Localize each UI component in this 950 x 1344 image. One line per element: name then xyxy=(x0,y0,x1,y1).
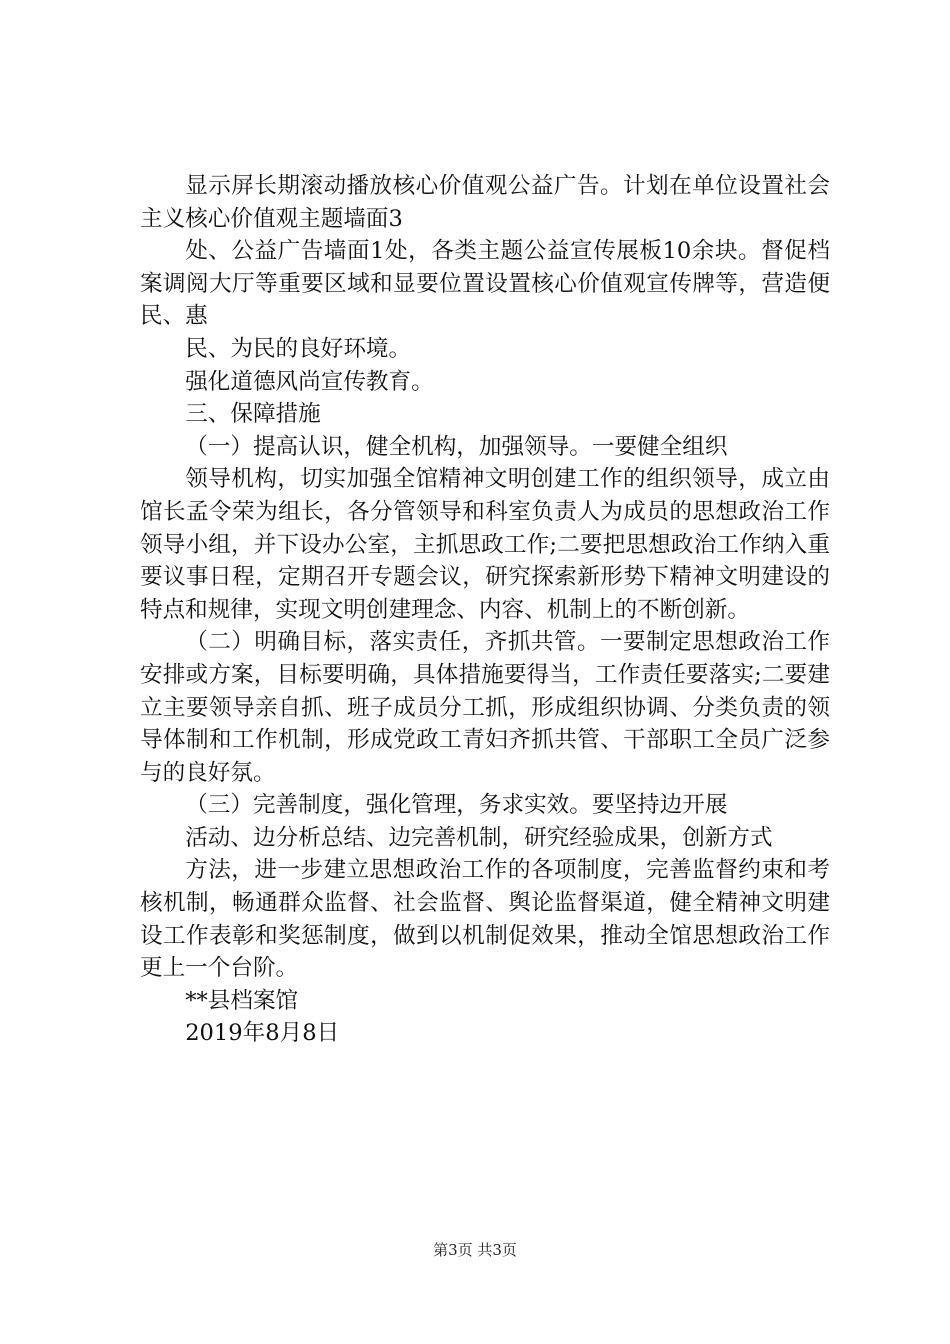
subsection-heading: （一）提高认识，健全机构，加强领导。一要健全组织 xyxy=(185,433,728,460)
subsection-heading: （三）完善制度，强化管理，务求实效。要坚持边开展 xyxy=(185,792,728,819)
paragraph: 显示屏长期滚动播放核心价值观公益广告。计划在单位设置社会主义核心价值观主题墙面3 xyxy=(140,173,830,232)
paragraph: 领导机构，切实加强全馆精神文明创建工作的组织领导，成立由馆长孟令荣为组长，各分管领导和科室负责人为成员的思想政治工作领导小组，并下设办公室，主抓思政工作;二要把思想政治工作纳入重要议事日程，定期召开专题会议，研究探索新形势下精神文明建设的特点和规律，实现文明创建理念、内容、机制上的不断创新。 xyxy=(140,466,830,623)
section-heading: 三、保障措施 xyxy=(185,401,321,428)
paragraph: 方法，进一步建立思想政治工作的各项制度，完善监督约束和考核机制，畅通群众监督、社会监督、舆论监督渠道，健全精神文明建设工作表彰和奖惩制度，做到以机制促效果，推动全馆思想政治工作更上一个台阶。 xyxy=(140,857,830,982)
paragraph: 处、公益广告墙面1处，各类主题公益宣传展板10余块。督促档案调阅大厅等重要区域和显要位置设置核心价值观宣传牌等，营造便民、惠 xyxy=(140,238,830,330)
document-body xyxy=(140,170,830,1050)
signature-date: 2019年8月8日 xyxy=(185,1020,340,1047)
paragraph: 活动、边分析总结、边完善机制，研究经验成果，创新方式 xyxy=(185,824,773,851)
signature-organization: **县档案馆 xyxy=(185,987,299,1014)
paragraph: （二）明确目标，落实责任，齐抓共管。一要制定思想政治工作安排或方案，目标要明确，具体措施要得当，工作责任要落实;二要建立主要领导亲自抓、班子成员分工抓，形成组织协调、分类负责的领导体制和工作机制，形成党政工青妇齐抓共管、干部职工全员广泛参与的良好氛。 xyxy=(140,629,830,786)
page-number-footer: 第3页 共3页 xyxy=(433,1241,517,1259)
paragraph: 强化道德风尚宣传教育。 xyxy=(185,368,434,395)
paragraph: 民、为民的良好环境。 xyxy=(185,335,412,362)
